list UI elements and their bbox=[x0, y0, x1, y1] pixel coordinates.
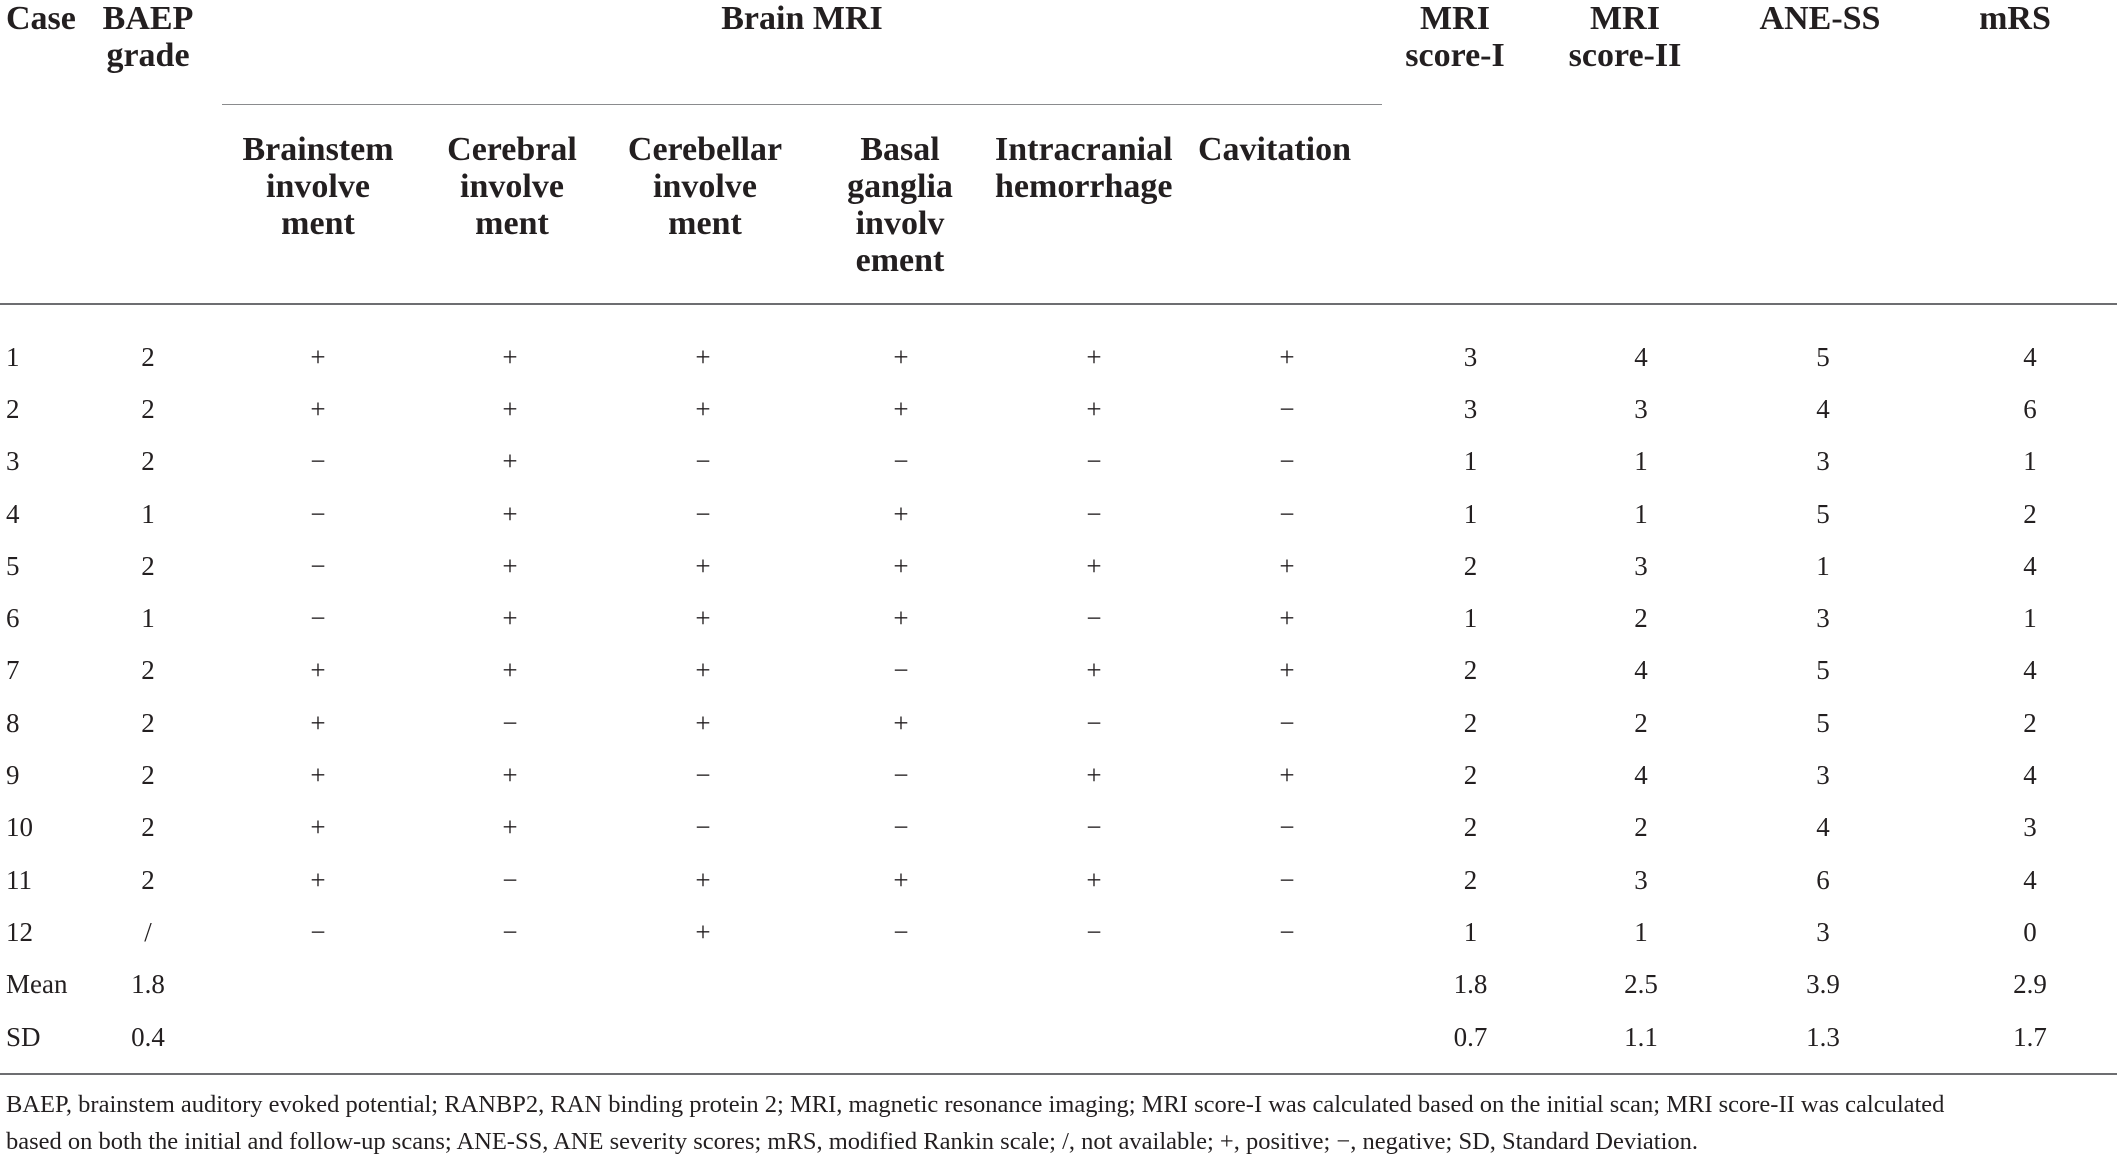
cell-baep-grade: 1 bbox=[141, 603, 155, 634]
cell-basal-ganglia: + bbox=[893, 864, 909, 895]
cell-cerebral: + bbox=[502, 760, 518, 791]
cell-brainstem: − bbox=[310, 550, 326, 581]
cell-brainstem: − bbox=[310, 498, 326, 529]
cell-mrs: 2 bbox=[2023, 707, 2037, 738]
cell-mri-score-ii: 4 bbox=[1634, 760, 1648, 791]
cell-cerebellar: − bbox=[695, 760, 711, 791]
cell-basal-ganglia bbox=[826, 1011, 976, 1063]
cell-mri-score-i: 0.7 bbox=[1453, 1021, 1488, 1052]
cell-brainstem: + bbox=[310, 864, 326, 895]
cell-baep-grade: / bbox=[144, 916, 152, 947]
cell-intracranial-hemorrhage: − bbox=[1086, 916, 1102, 947]
cell-intracranial-hemorrhage: + bbox=[1086, 760, 1102, 791]
cell-case: 9 bbox=[6, 760, 20, 791]
cell-cerebellar: + bbox=[695, 603, 711, 634]
subheader-intracranial-line1: Intracranial bbox=[995, 131, 1173, 168]
cell-case: 3 bbox=[6, 446, 20, 477]
cell-basal-ganglia: + bbox=[893, 393, 909, 424]
cell-cerebellar: + bbox=[695, 655, 711, 686]
header-baep-grade bbox=[100, 0, 196, 74]
footnote-line2: based on both the initial and follow-up scans; ANE-SS, ANE severity scores; mRS, modified Rankin scale; /, not available; +, positive; −, negative; SD, Standard Deviation. bbox=[6, 1128, 1698, 1155]
cell-case: 6 bbox=[6, 603, 20, 634]
cell-mrs: 6 bbox=[2023, 393, 2037, 424]
cell-mri-score-ii: 1 bbox=[1634, 498, 1648, 529]
cell-mri-score-ii: 3 bbox=[1634, 864, 1648, 895]
table-row bbox=[0, 540, 2117, 592]
cell-brainstem bbox=[196, 1011, 440, 1063]
cell-ane-ss: 6 bbox=[1816, 864, 1830, 895]
table-row bbox=[0, 1011, 2117, 1063]
cell-brainstem: + bbox=[310, 812, 326, 843]
cell-cavitation: + bbox=[1279, 655, 1295, 686]
cell-intracranial-hemorrhage: − bbox=[1086, 498, 1102, 529]
cell-case: 7 bbox=[6, 655, 20, 686]
cell-baep-grade: 2 bbox=[141, 655, 155, 686]
cell-cavitation: + bbox=[1279, 341, 1295, 372]
header-mri-score-i bbox=[1395, 0, 1515, 74]
cell-ane-ss: 5 bbox=[1816, 341, 1830, 372]
cell-cavitation: − bbox=[1279, 916, 1295, 947]
cell-baep-grade: 2 bbox=[141, 393, 155, 424]
cell-brainstem: − bbox=[310, 603, 326, 634]
cell-brainstem: − bbox=[310, 446, 326, 477]
cell-mri-score-ii: 2.5 bbox=[1624, 969, 1658, 1000]
cell-ane-ss: 4 bbox=[1816, 393, 1830, 424]
cell-cerebral: + bbox=[502, 603, 518, 634]
header-mri-score-ii-line2: score-II bbox=[1568, 37, 1682, 74]
subheader-basal-line2: ganglia bbox=[847, 168, 953, 205]
table-body bbox=[0, 331, 2117, 1063]
cell-mri-score-ii: 1 bbox=[1634, 446, 1648, 477]
cell-intracranial-hemorrhage: + bbox=[1086, 393, 1102, 424]
cell-basal-ganglia bbox=[826, 959, 976, 1011]
cell-baep-grade: 2 bbox=[141, 707, 155, 738]
cell-cerebellar: + bbox=[695, 393, 711, 424]
cell-mri-score-ii: 4 bbox=[1634, 341, 1648, 372]
header-mri-score-ii-line1: MRI bbox=[1590, 0, 1660, 37]
cell-cavitation: − bbox=[1279, 707, 1295, 738]
subheader-basal-line1: Basal bbox=[860, 131, 940, 168]
cell-cerebral: + bbox=[502, 655, 518, 686]
cell-mrs: 4 bbox=[2023, 550, 2037, 581]
subheader-intracranial-hemorrhage bbox=[995, 131, 1173, 205]
cell-baep-grade: 1 bbox=[141, 498, 155, 529]
cell-cerebral: + bbox=[502, 446, 518, 477]
cell-mrs: 1.7 bbox=[2013, 1021, 2047, 1052]
cell-baep-grade: 2 bbox=[141, 812, 155, 843]
subheader-cerebral-line3: ment bbox=[475, 205, 549, 242]
cell-mrs: 0 bbox=[2023, 916, 2037, 947]
subheader-brainstem-line3: ment bbox=[281, 205, 355, 242]
header-mri-score-ii bbox=[1555, 0, 1695, 74]
cell-intracranial-hemorrhage: − bbox=[1086, 446, 1102, 477]
cell-cavitation: − bbox=[1279, 864, 1295, 895]
table-row bbox=[0, 959, 2117, 1011]
table-row bbox=[0, 592, 2117, 644]
table-row bbox=[0, 906, 2117, 958]
cell-cerebellar: + bbox=[695, 341, 711, 372]
header-mrs: mRS bbox=[1979, 0, 2051, 37]
cell-case: 4 bbox=[6, 498, 20, 529]
cell-case: 5 bbox=[6, 550, 20, 581]
brain-mri-underline bbox=[222, 104, 1382, 105]
cell-cavitation: + bbox=[1279, 760, 1295, 791]
cell-basal-ganglia: + bbox=[893, 498, 909, 529]
subheader-basal-line3: involv bbox=[855, 205, 945, 242]
subheader-cavitation: Cavitation bbox=[1198, 131, 1351, 168]
subheader-intracranial-line2: hemorrhage bbox=[995, 168, 1173, 205]
cell-case: 11 bbox=[6, 864, 32, 895]
cell-intracranial-hemorrhage bbox=[976, 959, 1212, 1011]
cell-mrs: 2.9 bbox=[2013, 969, 2047, 1000]
cell-intracranial-hemorrhage: − bbox=[1086, 707, 1102, 738]
cell-cavitation: + bbox=[1279, 603, 1295, 634]
cell-mri-score-ii: 3 bbox=[1634, 393, 1648, 424]
subheader-cerebral bbox=[432, 131, 592, 242]
cell-basal-ganglia: − bbox=[893, 812, 909, 843]
cell-ane-ss: 3 bbox=[1816, 760, 1830, 791]
table-row bbox=[0, 697, 2117, 749]
cell-cerebral: − bbox=[502, 707, 518, 738]
table-row bbox=[0, 854, 2117, 906]
cell-brainstem: + bbox=[310, 393, 326, 424]
cell-brainstem: + bbox=[310, 707, 326, 738]
cell-basal-ganglia: + bbox=[893, 341, 909, 372]
subheader-cerebellar bbox=[610, 131, 800, 242]
subheader-brainstem-line2: involve bbox=[266, 168, 370, 205]
subheader-cerebral-line1: Cerebral bbox=[447, 131, 577, 168]
cell-case: SD bbox=[6, 1021, 41, 1052]
cell-mri-score-i: 2 bbox=[1463, 760, 1478, 791]
cell-cavitation: + bbox=[1279, 550, 1295, 581]
cell-mrs: 4 bbox=[2023, 760, 2037, 791]
cell-cerebellar: − bbox=[695, 812, 711, 843]
cell-cerebellar: + bbox=[695, 550, 711, 581]
cell-cavitation bbox=[1212, 959, 1362, 1011]
cell-basal-ganglia: − bbox=[893, 655, 909, 686]
data-table bbox=[0, 331, 2117, 1063]
cell-mrs: 4 bbox=[2023, 341, 2037, 372]
cell-mri-score-i: 2 bbox=[1463, 707, 1478, 738]
cell-mri-score-i: 1 bbox=[1463, 498, 1478, 529]
header-baep-grade-line1: BAEP bbox=[102, 0, 194, 37]
cell-cerebral: + bbox=[502, 498, 518, 529]
cell-cerebellar: + bbox=[695, 864, 711, 895]
cell-cerebellar: − bbox=[695, 446, 711, 477]
subheader-basal-line4: ement bbox=[855, 242, 945, 279]
cell-mri-score-i: 2 bbox=[1463, 812, 1478, 843]
table-row bbox=[0, 645, 2117, 697]
cell-case: Mean bbox=[6, 969, 68, 1000]
cell-basal-ganglia: + bbox=[893, 603, 909, 634]
cell-mrs: 2 bbox=[2023, 498, 2037, 529]
table-row bbox=[0, 436, 2117, 488]
cell-baep-grade: 2 bbox=[141, 446, 155, 477]
header-ane-ss: ANE-SS bbox=[1759, 0, 1881, 37]
subheader-cerebellar-line3: ment bbox=[668, 205, 742, 242]
cell-cerebral: − bbox=[502, 916, 518, 947]
cell-cerebral bbox=[440, 959, 580, 1011]
cell-mri-score-i: 1 bbox=[1463, 916, 1478, 947]
subheader-brainstem-line1: Brainstem bbox=[242, 131, 394, 168]
subheader-basal-ganglia bbox=[825, 131, 975, 279]
cell-ane-ss: 3.9 bbox=[1806, 969, 1840, 1000]
subheader-cerebellar-line2: involve bbox=[653, 168, 757, 205]
cell-mri-score-i: 2 bbox=[1463, 550, 1478, 581]
cell-mri-score-i: 1 bbox=[1463, 446, 1478, 477]
cell-case: 1 bbox=[6, 341, 20, 372]
cell-mri-score-ii: 2 bbox=[1634, 603, 1648, 634]
cell-mri-score-ii: 3 bbox=[1634, 550, 1648, 581]
header-bottom-rule bbox=[0, 303, 2117, 305]
header-mri-score-i-line1: MRI bbox=[1420, 0, 1490, 37]
cell-mri-score-ii: 2 bbox=[1634, 812, 1648, 843]
cell-cerebral: + bbox=[502, 341, 518, 372]
cell-basal-ganglia: + bbox=[893, 550, 909, 581]
cell-mrs: 4 bbox=[2023, 655, 2037, 686]
table-row bbox=[0, 749, 2117, 801]
cell-cerebral bbox=[440, 1011, 580, 1063]
cell-baep-grade: 2 bbox=[141, 760, 155, 791]
cell-basal-ganglia: − bbox=[893, 446, 909, 477]
header-baep-grade-line2: grade bbox=[106, 37, 190, 74]
cell-ane-ss: 3 bbox=[1816, 603, 1830, 634]
cell-ane-ss: 3 bbox=[1816, 916, 1830, 947]
cell-cavitation bbox=[1212, 1011, 1362, 1063]
header-mri-score-i-line2: score-I bbox=[1405, 37, 1505, 74]
cell-mrs: 3 bbox=[2023, 812, 2037, 843]
cell-cerebral: + bbox=[502, 550, 518, 581]
footnote-rule bbox=[0, 1073, 2117, 1075]
table-row bbox=[0, 802, 2117, 854]
cell-baep-grade: 2 bbox=[141, 341, 155, 372]
cell-baep-grade: 1.8 bbox=[131, 969, 165, 1000]
cell-mri-score-ii: 2 bbox=[1634, 707, 1648, 738]
cell-intracranial-hemorrhage: + bbox=[1086, 341, 1102, 372]
subheader-cerebral-line2: involve bbox=[460, 168, 564, 205]
cell-case: 2 bbox=[6, 393, 20, 424]
cell-intracranial-hemorrhage bbox=[976, 1011, 1212, 1063]
table-row bbox=[0, 383, 2117, 435]
cell-basal-ganglia: + bbox=[893, 707, 909, 738]
cell-ane-ss: 1 bbox=[1816, 550, 1830, 581]
table-row bbox=[0, 331, 2117, 383]
cell-mri-score-i: 2 bbox=[1463, 864, 1478, 895]
cell-case: 10 bbox=[6, 812, 33, 843]
cell-ane-ss: 5 bbox=[1816, 655, 1830, 686]
cell-cerebral: + bbox=[502, 393, 518, 424]
cell-ane-ss: 1.3 bbox=[1806, 1021, 1840, 1052]
cell-mri-score-ii: 4 bbox=[1634, 655, 1648, 686]
cell-brainstem: + bbox=[310, 760, 326, 791]
cell-basal-ganglia: − bbox=[893, 760, 909, 791]
cell-mrs: 1 bbox=[2023, 603, 2037, 634]
cell-baep-grade: 0.4 bbox=[131, 1021, 165, 1052]
cell-cavitation: − bbox=[1279, 446, 1295, 477]
header-brain-mri: Brain MRI bbox=[721, 0, 883, 37]
cell-ane-ss: 4 bbox=[1816, 812, 1830, 843]
cell-brainstem: + bbox=[310, 341, 326, 372]
cell-intracranial-hemorrhage: − bbox=[1086, 812, 1102, 843]
cell-baep-grade: 2 bbox=[141, 550, 155, 581]
cell-mrs: 1 bbox=[2023, 446, 2037, 477]
cell-mrs: 4 bbox=[2023, 864, 2037, 895]
cell-cerebral: − bbox=[502, 864, 518, 895]
cell-cerebellar bbox=[580, 1011, 826, 1063]
cell-mri-score-i: 1.8 bbox=[1453, 969, 1488, 1000]
cell-cerebellar bbox=[580, 959, 826, 1011]
cell-cavitation: − bbox=[1279, 498, 1295, 529]
cell-intracranial-hemorrhage: + bbox=[1086, 655, 1102, 686]
cell-cerebral: + bbox=[502, 812, 518, 843]
cell-mri-score-i: 3 bbox=[1463, 393, 1478, 424]
cell-cerebellar: + bbox=[695, 916, 711, 947]
cell-intracranial-hemorrhage: + bbox=[1086, 550, 1102, 581]
cell-brainstem bbox=[196, 959, 440, 1011]
cell-case: 12 bbox=[6, 916, 33, 947]
cell-case: 8 bbox=[6, 707, 20, 738]
cell-ane-ss: 3 bbox=[1816, 446, 1830, 477]
footnote-line1: BAEP, brainstem auditory evoked potential; RANBP2, RAN binding protein 2; MRI, magnetic resonance imaging; MRI score-I was calculated based on the initial scan; MRI score-II was calculated bbox=[6, 1091, 1945, 1118]
cell-intracranial-hemorrhage: + bbox=[1086, 864, 1102, 895]
cell-ane-ss: 5 bbox=[1816, 707, 1830, 738]
cell-mri-score-i: 2 bbox=[1463, 655, 1478, 686]
cell-mri-score-i: 1 bbox=[1463, 603, 1478, 634]
cell-brainstem: + bbox=[310, 655, 326, 686]
cell-cavitation: − bbox=[1279, 393, 1295, 424]
cell-mri-score-ii: 1.1 bbox=[1624, 1021, 1658, 1052]
table-row bbox=[0, 488, 2117, 540]
subheader-cerebellar-line1: Cerebellar bbox=[627, 131, 783, 168]
cell-cerebellar: − bbox=[695, 498, 711, 529]
cell-basal-ganglia: − bbox=[893, 916, 909, 947]
table-footnote bbox=[6, 1086, 2111, 1160]
cell-mri-score-i: 3 bbox=[1463, 341, 1478, 372]
subheader-brainstem bbox=[222, 131, 414, 242]
cell-cerebellar: + bbox=[695, 707, 711, 738]
cell-ane-ss: 5 bbox=[1816, 498, 1830, 529]
cell-intracranial-hemorrhage: − bbox=[1086, 603, 1102, 634]
cell-cavitation: − bbox=[1279, 812, 1295, 843]
cell-brainstem: − bbox=[310, 916, 326, 947]
cell-baep-grade: 2 bbox=[141, 864, 155, 895]
header-case: Case bbox=[6, 0, 76, 37]
cell-mri-score-ii: 1 bbox=[1634, 916, 1648, 947]
